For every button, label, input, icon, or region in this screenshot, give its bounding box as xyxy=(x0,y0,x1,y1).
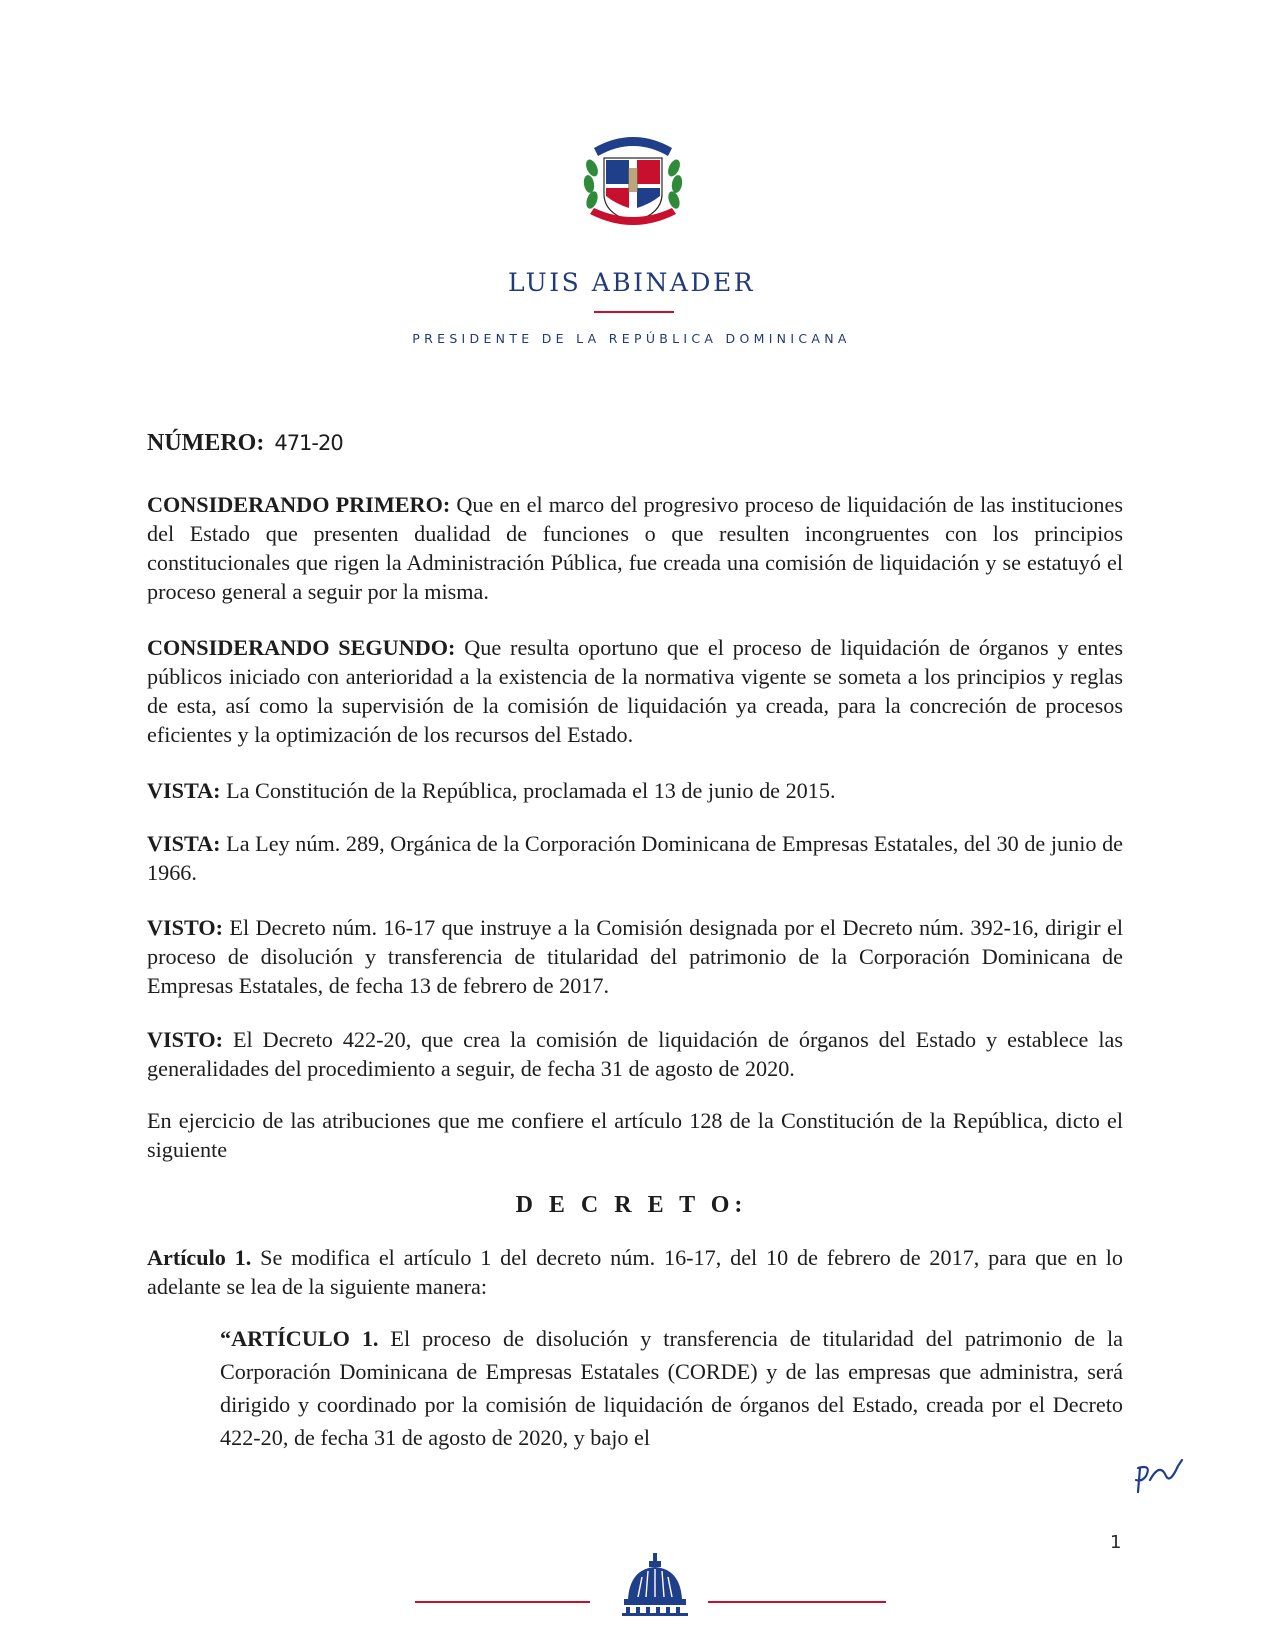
considerando-primero xyxy=(147,490,1123,606)
visto-text: El Decreto núm. 16-17 que instruye a la Comisión designada por el Decreto núm. 392-16, dirigir el proceso de disolución y transferencia de titularidad del patrimonio de la Corporación Dominicana de Empresas Estatales, de fecha 13 de febrero de 2017. xyxy=(147,915,1123,998)
visto-decreto-16-17 xyxy=(147,913,1123,1000)
vista-constitucion xyxy=(147,776,1123,805)
coat-of-arms-icon xyxy=(580,128,686,234)
quoted-articulo-1 xyxy=(220,1322,1123,1454)
palace-dome-icon xyxy=(620,1551,690,1617)
decree-number-label: NÚMERO: xyxy=(147,430,265,456)
page-number: 1 xyxy=(1110,1532,1122,1553)
vista-label: VISTA: xyxy=(147,778,221,803)
vista-text: La Constitución de la República, proclamada el 13 de junio de 2015. xyxy=(226,778,836,803)
vista-text: La Ley núm. 289, Orgánica de la Corporación Dominicana de Empresas Estatales, del 30 de junio de 1966. xyxy=(147,831,1124,885)
handwritten-initials-icon xyxy=(1130,1450,1190,1510)
vista-ley-289 xyxy=(147,829,1123,887)
articulo-label: Artículo 1. xyxy=(147,1245,252,1270)
considerando-text: Que resulta oportuno que el proceso de liquidación de órganos y entes públicos iniciado con anterioridad a la existencia de la normativa vigente se someta a los principios y reglas de esta, así como la supervisión de la comisión de liquidación ya creada, para la concreción de procesos eficientes y la optimización de los recursos del Estado. xyxy=(147,635,1123,747)
footer-divider-right xyxy=(708,1601,886,1603)
quoted-articulo-text: El proceso de disolución y transferencia de titularidad del patrimonio de la Corporación Dominicana de Empresas Estatales (CORDE) y de las empresas que administra, será dirigido y coordinado por la comisión de liquidación de órganos del Estado, creada por el Decreto 422-20, de fecha 31 de agosto de 2020, y bajo el xyxy=(220,1326,1123,1450)
considerando-label: CONSIDERANDO SEGUNDO: xyxy=(147,635,456,660)
considerando-segundo xyxy=(147,633,1123,749)
visto-label: VISTO: xyxy=(147,1027,224,1052)
vista-label: VISTA: xyxy=(147,831,221,856)
visto-text: El Decreto 422-20, que crea la comisión de liquidación de órganos del Estado y establece las generalidades del procedimiento a seguir, de fecha 31 de agosto de 2020. xyxy=(147,1027,1123,1081)
visto-decreto-422-20 xyxy=(147,1025,1123,1083)
quoted-articulo-label: “ARTÍCULO 1. xyxy=(220,1326,379,1351)
considerando-text: Que en el marco del progresivo proceso de liquidación de las instituciones del Estado que presenten dualidad de funciones o que resulten incongruentes con los principios constitucionales que rigen la Administración Pública, fue creada una comisión de liquidación y se estatuyó el proceso general a seguir por la misma. xyxy=(147,492,1124,604)
president-name: LUIS ABINADER xyxy=(507,268,756,297)
articulo-text: Se modifica el artículo 1 del decreto núm. 16-17, del 10 de febrero de 2017, para que en lo adelante se lea de la siguiente manera: xyxy=(147,1245,1124,1299)
considerando-label: CONSIDERANDO PRIMERO: xyxy=(147,492,451,517)
decree-number xyxy=(147,430,343,457)
articulo-1 xyxy=(147,1243,1123,1301)
footer-divider-left xyxy=(415,1601,590,1603)
visto-label: VISTO: xyxy=(147,915,224,940)
decreto-heading: D E C R E T O: xyxy=(515,1192,748,1218)
header-divider xyxy=(594,311,674,313)
president-title: PRESIDENTE DE LA REPÚBLICA DOMINICANA xyxy=(412,331,851,346)
decree-number-value: 471-20 xyxy=(274,431,343,455)
ejercicio-paragraph: En ejercicio de las atribuciones que me confiere el artículo 128 de la Constitución de la República, dicto el siguiente xyxy=(147,1108,1123,1162)
